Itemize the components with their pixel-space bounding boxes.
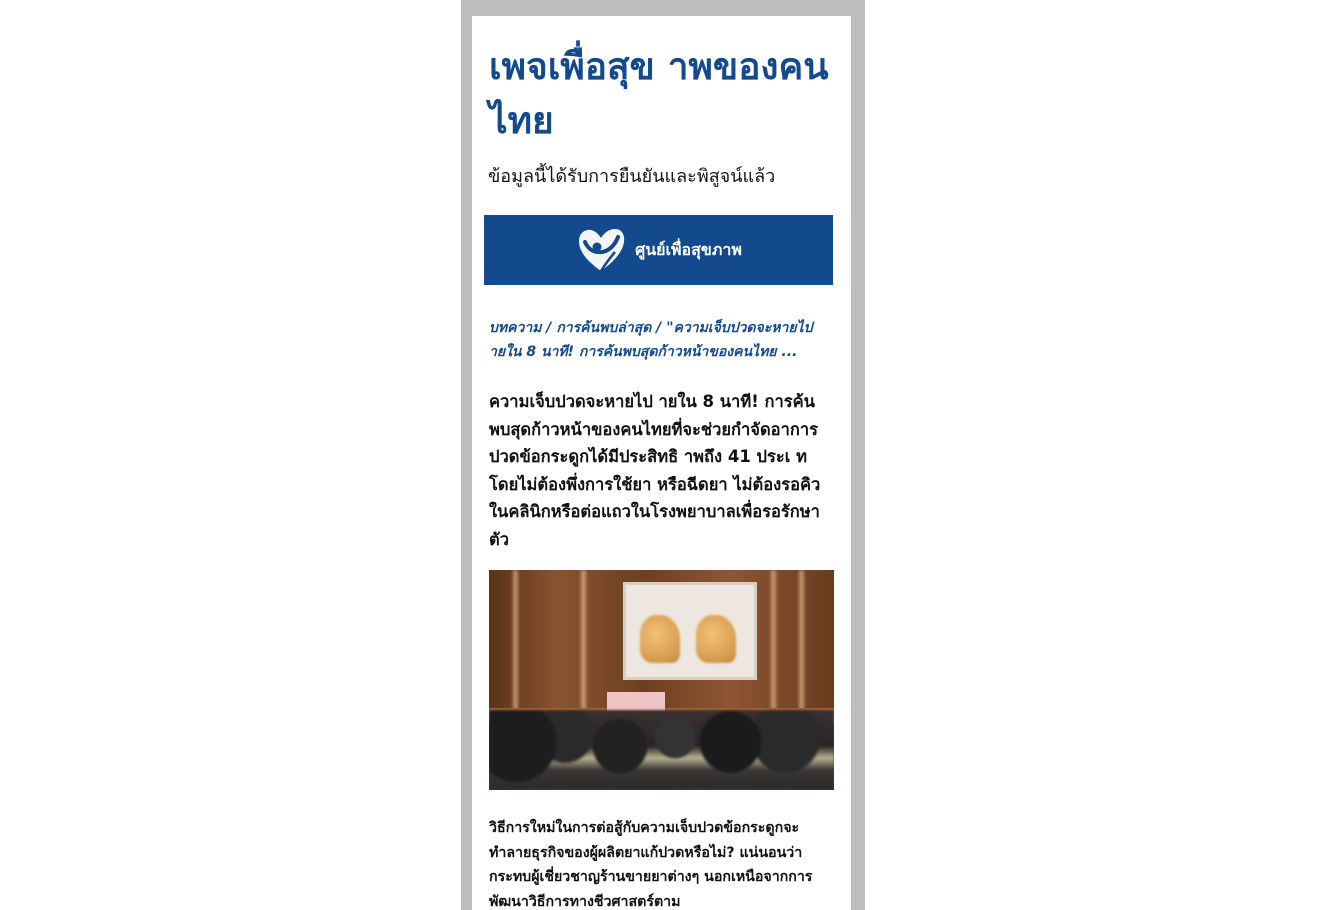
breadcrumb-separator: / bbox=[651, 320, 667, 336]
wall-light-stripe bbox=[581, 570, 586, 720]
breadcrumb-item-articles[interactable]: บทความ bbox=[489, 320, 542, 336]
breadcrumb-item-current: "ความเจ็บปวดจะหายไป ายใน 8 นาที! การค้นพบสุดก้าวหน้าของคนไทย ... bbox=[489, 320, 813, 360]
breadcrumb bbox=[489, 316, 834, 364]
presentation-screen bbox=[623, 582, 757, 680]
heart-person-icon bbox=[575, 225, 627, 275]
page-frame bbox=[461, 0, 865, 910]
banner-label: ศูนย์เพื่อสุขภาพ bbox=[635, 239, 742, 259]
bone-illustration bbox=[696, 615, 736, 663]
page-title: เพจเพื่อสุข าพของคนไทย bbox=[489, 45, 829, 142]
wall-light-stripe bbox=[799, 570, 804, 720]
article-headline: ความเจ็บปวดจะหายไป ายใน 8 นาที! การค้นพบสุดก้าวหน้าของคนไทยที่จะช่วยกำจัดอาการปวดข้อกระดูกได้มีประสิทธิ าพถึง 41 ประเ ท โดยไม่ต้องพึ่งการใช้ยา หรือฉีดยา ไม่ต้องรอคิวในคลินิกหรือต่อแถวในโรงพยาบาลเพื่อรอรักษาตัว bbox=[489, 392, 821, 549]
breadcrumb-separator: / bbox=[541, 320, 557, 336]
health-center-banner[interactable] bbox=[484, 215, 833, 285]
wall-light-stripe bbox=[513, 570, 518, 720]
wall-light-stripe bbox=[771, 570, 776, 720]
content-panel bbox=[472, 16, 851, 910]
hero-image bbox=[489, 570, 834, 790]
article-body: วิธีการใหม่ในการต่อสู้กับความเจ็บปวดข้อกระดูกจะทำลายธุรกิจของผู้ผลิตยาแก้ปวดหรือไม่? แน่นอนว่ากระทบผู้เชี่ยวชาญร้านขายยาต่างๆ นอกเหนือจากการพัฒนาวิธีการทางชีวศาสตร์ตาม bbox=[489, 820, 813, 910]
breadcrumb-item-latest-discoveries[interactable]: การค้นพบล่าสุด bbox=[556, 320, 652, 336]
audience bbox=[489, 710, 834, 790]
bone-illustration bbox=[640, 615, 680, 663]
verified-subtitle: ข้อมูลนี้ได้รับการยืนยันและพิสูจน์แล้ว bbox=[488, 166, 776, 187]
